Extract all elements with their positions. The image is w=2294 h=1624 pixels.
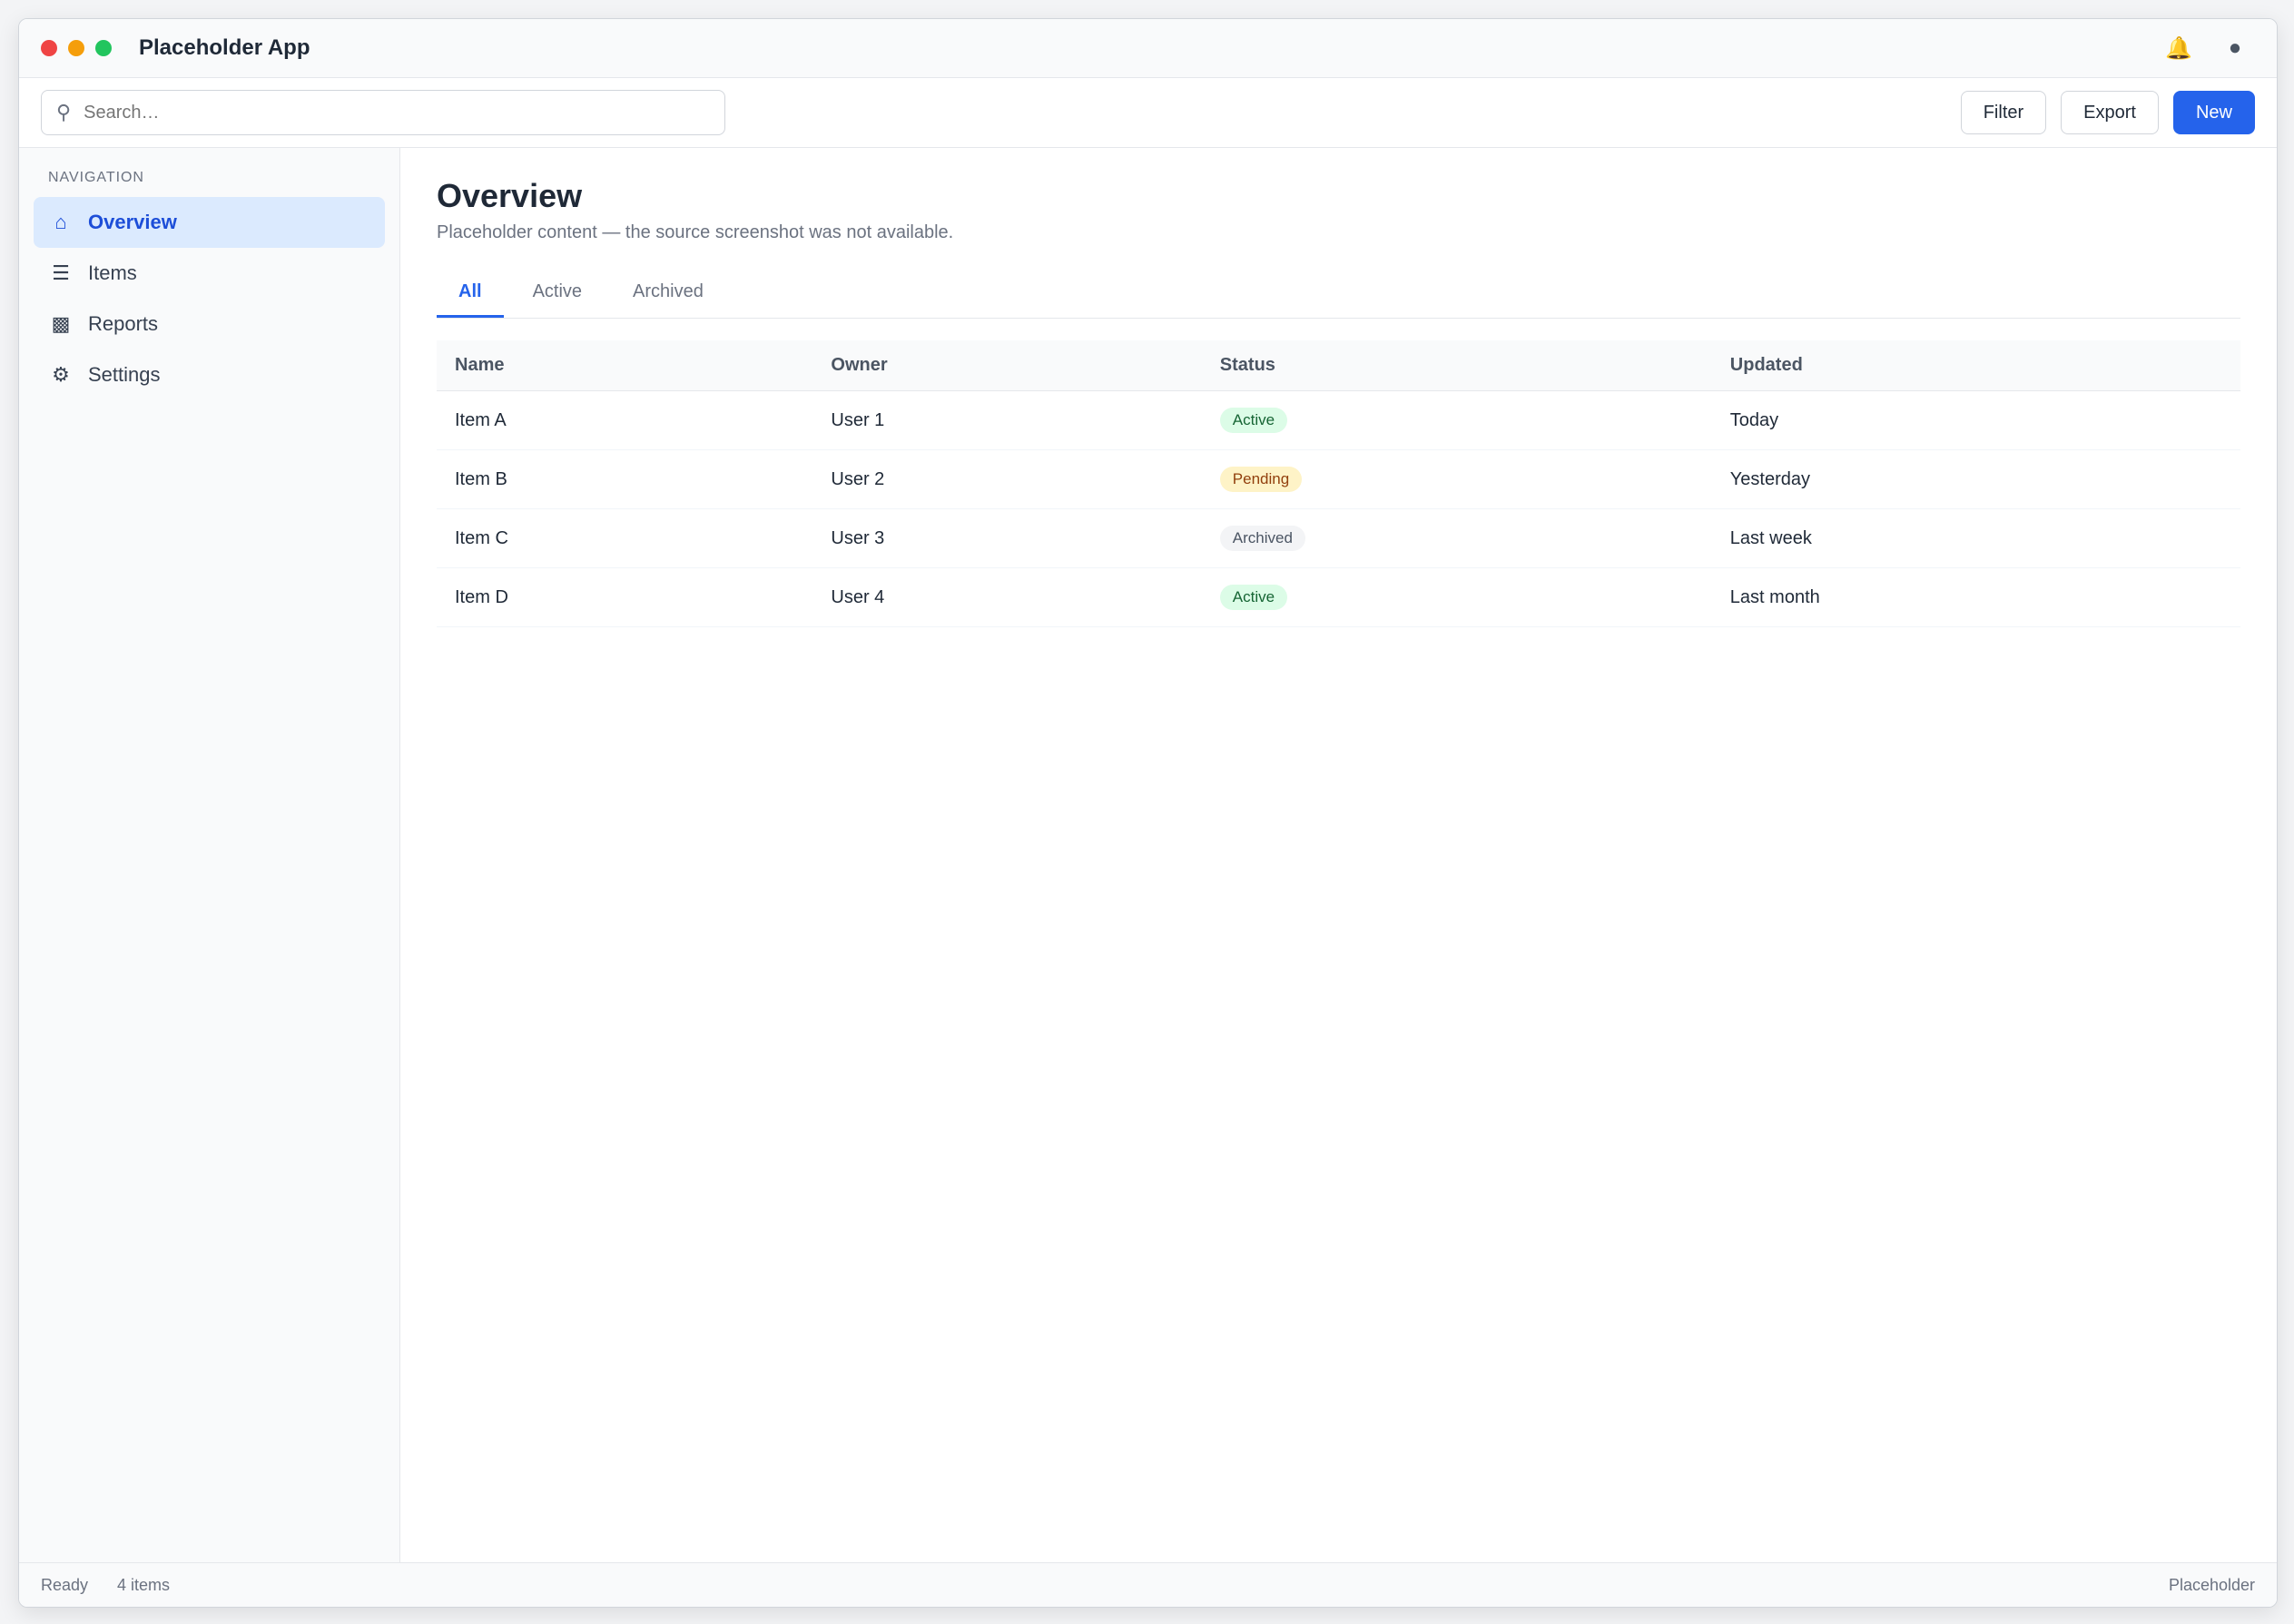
sidebar-item-settings[interactable] — [34, 349, 385, 400]
cell-name: Item C — [437, 509, 812, 568]
table-row[interactable] — [437, 450, 2240, 509]
tab-active[interactable]: Active — [532, 281, 583, 301]
cell-name: Item B — [437, 450, 812, 509]
cell-status — [1202, 450, 1712, 509]
cell-owner: User 2 — [812, 450, 1201, 509]
sidebar-heading: NAVIGATION — [48, 170, 144, 185]
tab-bar — [437, 269, 2240, 319]
status-badge: Pending — [1220, 467, 1302, 492]
data-table — [437, 340, 2240, 627]
cell-updated: Last month — [1712, 568, 2240, 627]
bell-icon[interactable]: 🔔 — [2165, 35, 2192, 61]
content-area — [19, 148, 2277, 1562]
cell-status — [1202, 568, 1712, 627]
cell-updated: Today — [1712, 391, 2240, 450]
filter-button[interactable]: Filter — [1961, 91, 2046, 134]
cell-status — [1202, 391, 1712, 450]
cell-updated: Yesterday — [1712, 450, 2240, 509]
cell-name: Item D — [437, 568, 812, 627]
minimize-window-button[interactable] — [68, 40, 84, 56]
status-badge: Archived — [1220, 526, 1305, 551]
tab-archived[interactable]: Archived — [633, 281, 704, 301]
status-badge: Active — [1220, 585, 1287, 610]
column-header[interactable]: Name — [437, 340, 812, 391]
sidebar — [19, 148, 400, 1562]
status-badge: Active — [1220, 408, 1287, 433]
window-controls — [41, 40, 112, 56]
table-row[interactable] — [437, 509, 2240, 568]
table-row[interactable] — [437, 568, 2240, 627]
app-title: Placeholder App — [139, 35, 310, 60]
page-title: Overview — [437, 177, 583, 214]
sidebar-item-reports[interactable] — [34, 299, 385, 349]
table-header-row — [437, 340, 2240, 391]
app-window — [18, 18, 2278, 1608]
search-icon: ⚲ — [56, 101, 72, 123]
page-subtitle: Placeholder content — the source screenshot was not available. — [437, 222, 954, 242]
column-header[interactable]: Owner — [812, 340, 1201, 391]
user-avatar-icon[interactable]: ● — [2228, 35, 2242, 60]
chart-icon: ▩ — [51, 312, 71, 335]
column-header[interactable]: Status — [1202, 340, 1712, 391]
status-text: Ready — [41, 1575, 89, 1594]
cell-owner: User 3 — [812, 509, 1201, 568]
sidebar-item-overview[interactable] — [34, 197, 385, 248]
column-header[interactable]: Updated — [1712, 340, 2240, 391]
toolbar — [19, 78, 2277, 148]
new-button[interactable]: New — [2173, 91, 2255, 134]
export-button[interactable]: Export — [2061, 91, 2159, 134]
list-icon: ☰ — [52, 261, 70, 284]
title-bar — [19, 19, 2277, 78]
table-row[interactable] — [437, 391, 2240, 450]
maximize-window-button[interactable] — [95, 40, 112, 56]
sidebar-item-label: Items — [88, 261, 137, 284]
search-input[interactable] — [82, 102, 710, 124]
sidebar-item-items[interactable] — [34, 248, 385, 299]
cell-status — [1202, 509, 1712, 568]
sidebar-item-label: Overview — [88, 211, 177, 233]
search-box — [41, 90, 725, 135]
gear-icon: ⚙ — [52, 363, 70, 386]
home-icon: ⌂ — [54, 211, 67, 233]
cell-updated: Last week — [1712, 509, 2240, 568]
sidebar-item-label: Settings — [88, 363, 161, 386]
status-bar — [19, 1562, 2277, 1607]
cell-owner: User 4 — [812, 568, 1201, 627]
tab-all[interactable]: All — [437, 269, 504, 318]
item-count: 4 items — [117, 1575, 171, 1594]
status-right-text: Placeholder — [2168, 1575, 2255, 1594]
cell-name: Item A — [437, 391, 812, 450]
main-panel — [400, 148, 2277, 1562]
cell-owner: User 1 — [812, 391, 1201, 450]
sidebar-item-label: Reports — [88, 312, 159, 335]
close-window-button[interactable] — [41, 40, 57, 56]
